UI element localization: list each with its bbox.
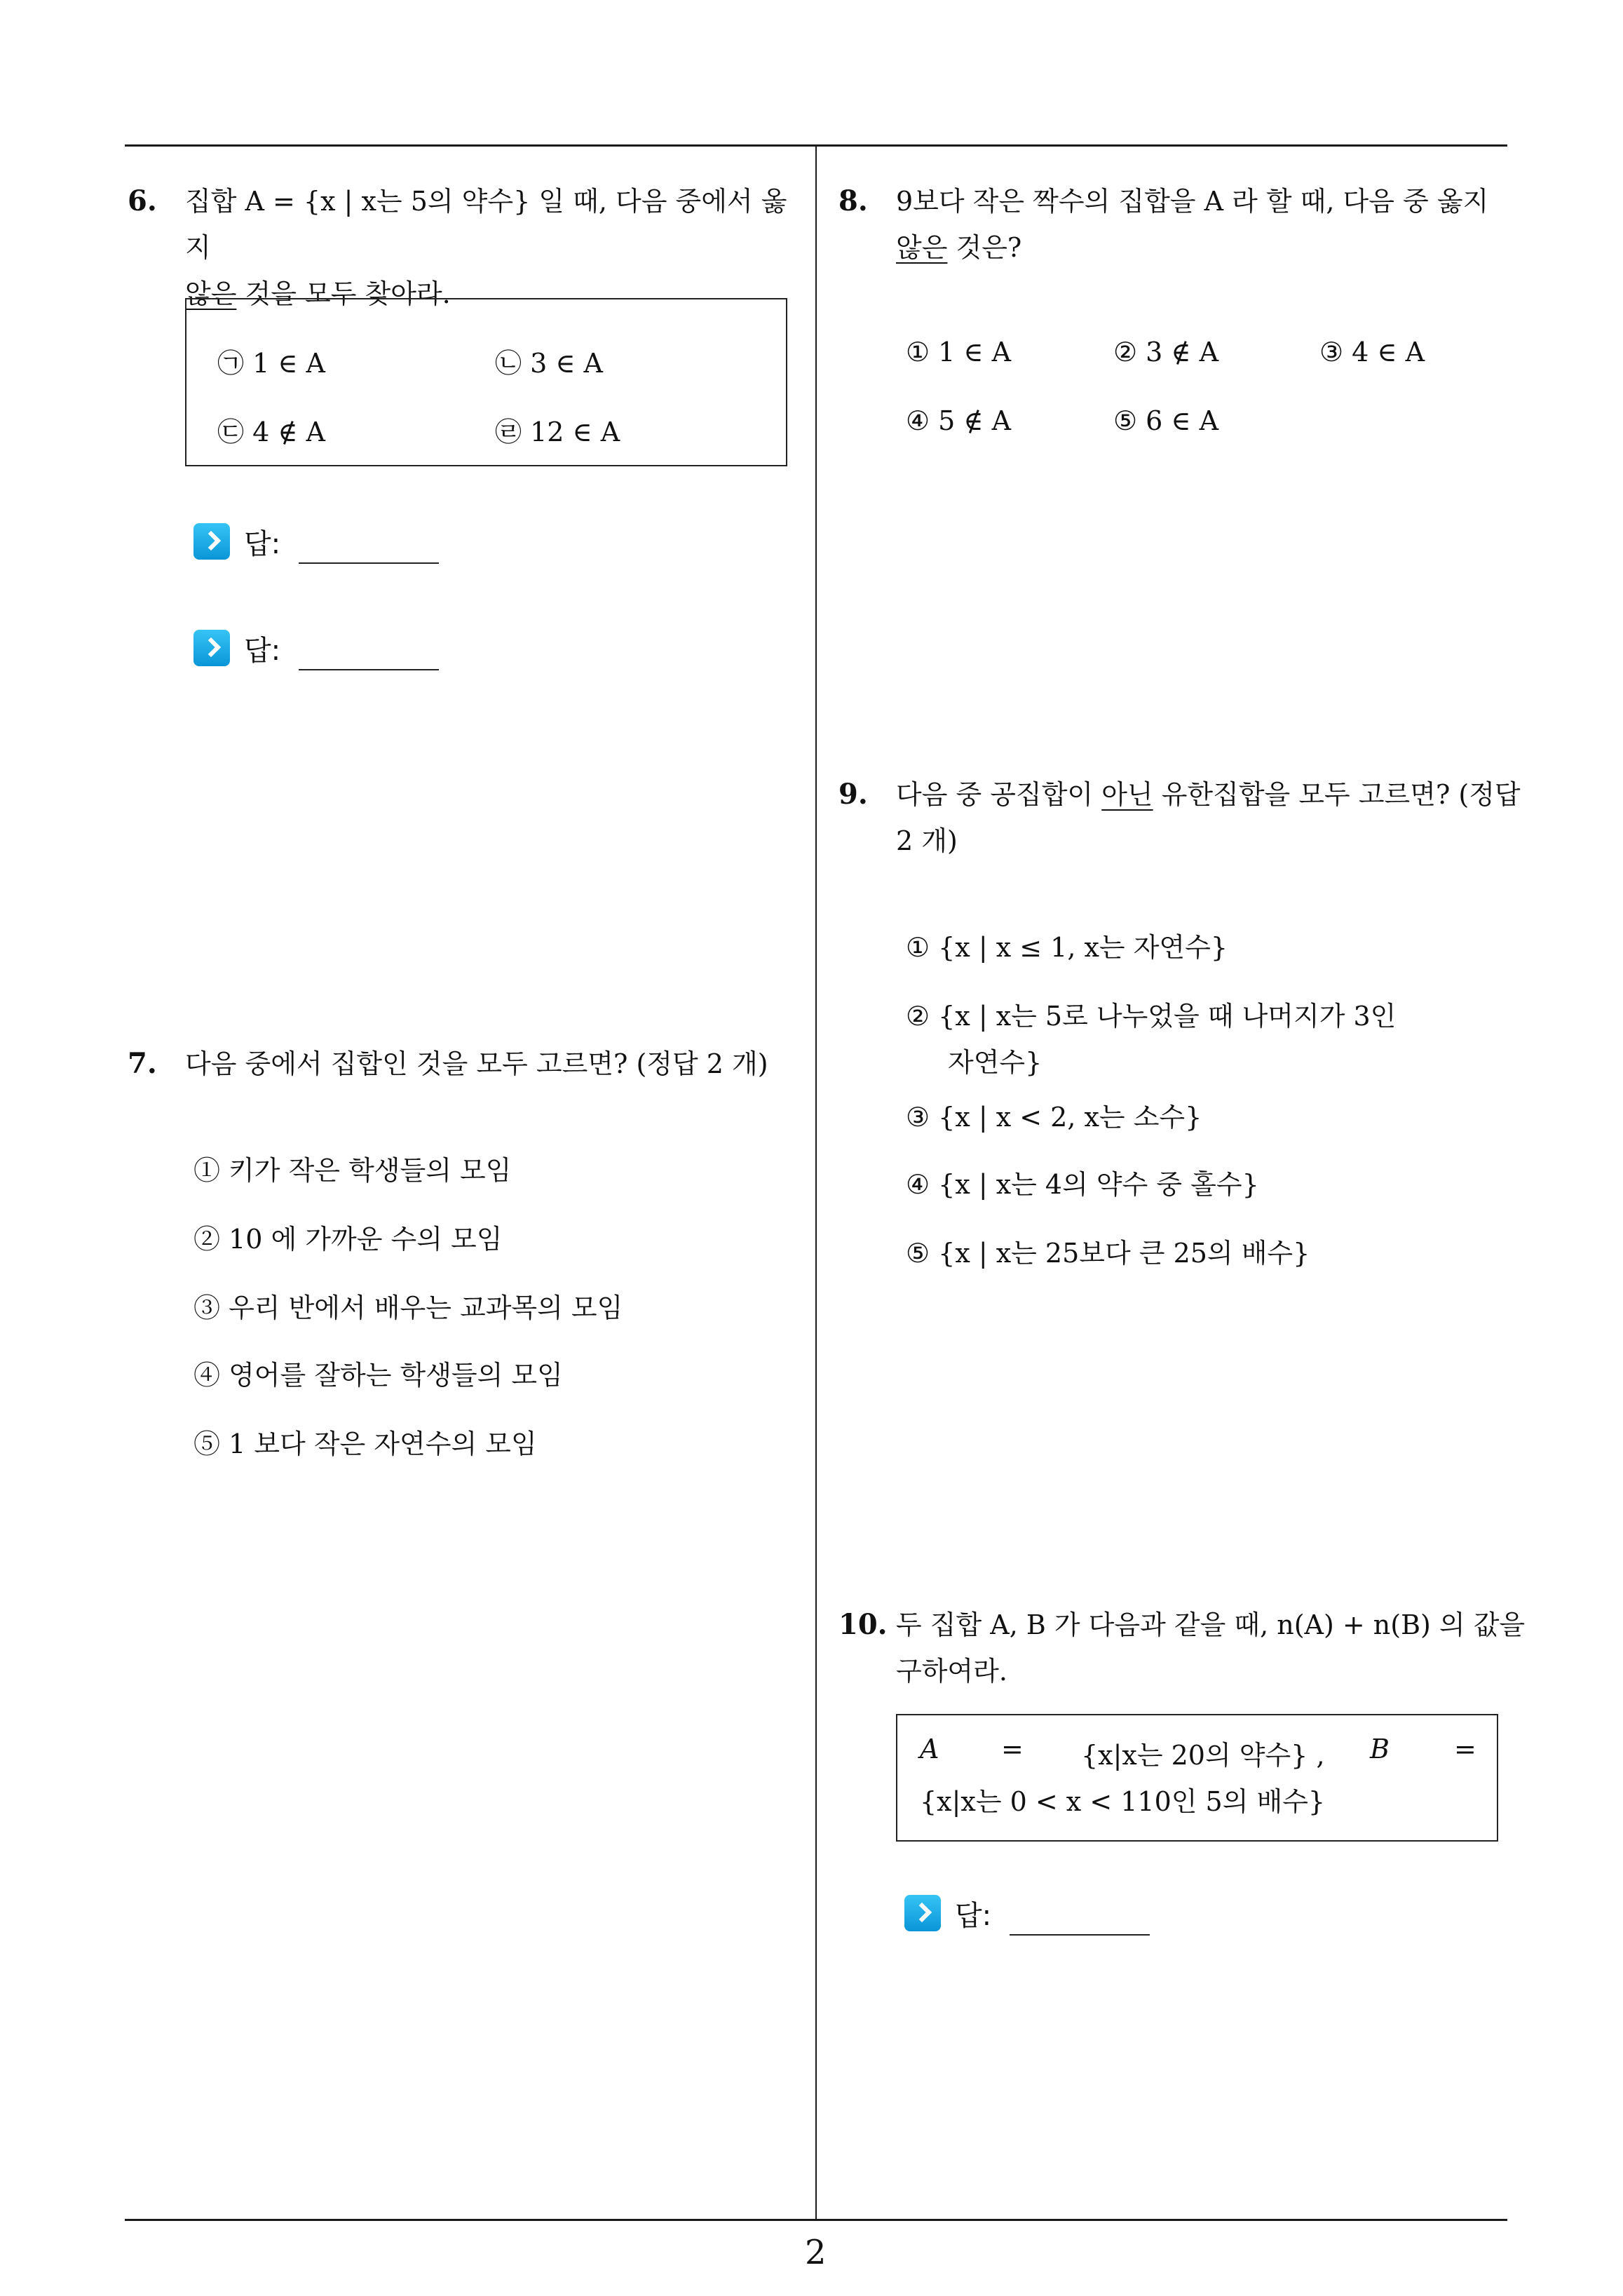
underlined-word: 않은	[185, 278, 237, 309]
question-line: 집합 A = {x | x는 5의 약수} 일 때, 다음 중에서 옳지	[185, 186, 787, 263]
option: ② 10 에 가까운 수의 모임	[193, 1224, 503, 1255]
bottom-rule	[125, 2219, 1507, 2221]
option: ④ 영어를 잘하는 학생들의 모임	[193, 1360, 563, 1391]
option: ① {x | x ≤ 1, x는 자연수}	[906, 932, 1228, 963]
question-line: 않은 것을 모두 찾아라.	[185, 278, 451, 309]
set-a-definition: {x|x는 20의 약수} ,	[1081, 1740, 1325, 1771]
question-8	[838, 178, 1526, 271]
question-number: 7.	[128, 1047, 157, 1080]
option: ④ {x | x는 4의 약수 중 홀수}	[906, 1169, 1259, 1200]
option: 자연수}	[948, 1047, 1043, 1078]
question-6	[128, 178, 808, 317]
question-10	[838, 1602, 1526, 1694]
answer-field[interactable]	[904, 1891, 1157, 1933]
question-text	[896, 178, 1526, 271]
question-9	[838, 771, 1526, 864]
question-line: 다음 중 공집합이 아닌 유한집합을 모두 고르면? (정답	[896, 779, 1521, 810]
option: ③ {x | x < 2, x는 소수}	[906, 1102, 1202, 1133]
question-text: 다음 중에서 집합인 것을 모두 고르면? (정답 2 개)	[185, 1048, 768, 1079]
question-7	[128, 1041, 808, 1087]
equals-sign: =	[1001, 1734, 1024, 1764]
underlined-word: 않은	[896, 232, 948, 263]
question-number: 9.	[838, 778, 868, 811]
answer-label: 답:	[244, 528, 281, 560]
option: ② 3 ∉ A	[1113, 337, 1219, 367]
option: ④ 5 ∉ A	[906, 405, 1012, 436]
answer-label: 답:	[244, 635, 281, 667]
option: ㉣ 12 ∈ A	[495, 417, 620, 447]
option: ⑤ 6 ∈ A	[1113, 405, 1219, 436]
chevron-right-icon	[193, 523, 230, 560]
option: ㉠ 1 ∈ A	[217, 348, 325, 379]
option: ⑤ {x | x는 25보다 큰 25의 배수}	[906, 1238, 1310, 1269]
column-divider	[815, 144, 817, 2220]
sets-box	[896, 1714, 1498, 1842]
answer-blank[interactable]	[299, 669, 439, 670]
options-box	[185, 298, 787, 466]
equals-sign: =	[1454, 1734, 1476, 1764]
question-line: 않은 것은?	[896, 232, 1022, 263]
option: ① 키가 작은 학생들의 모임	[193, 1155, 512, 1186]
underlined-word: 아닌	[1101, 779, 1153, 810]
set-b-label: B	[1370, 1734, 1390, 1764]
set-a-label: A	[920, 1734, 939, 1764]
question-text	[185, 178, 808, 317]
chevron-right-icon	[193, 630, 230, 666]
answer-field[interactable]	[193, 519, 446, 561]
question-line: 2 개)	[896, 825, 958, 856]
chevron-right-icon	[904, 1895, 941, 1931]
answer-blank[interactable]	[1010, 1934, 1150, 1936]
question-text	[896, 771, 1526, 864]
question-text	[896, 1602, 1526, 1694]
option: ③ 4 ∈ A	[1319, 337, 1425, 367]
question-line: 두 집합 A, B 가 다음과 같을 때, n(A) + n(B) 의 값을	[896, 1609, 1526, 1640]
option: ㉢ 4 ∉ A	[217, 417, 325, 447]
question-number: 10.	[838, 1608, 888, 1641]
set-b-definition: {x|x는 0 < x < 110인 5의 배수}	[920, 1786, 1326, 1817]
question-line: 9보다 작은 짝수의 집합을 A 라 할 때, 다음 중 옳지	[896, 186, 1489, 217]
option: ③ 우리 반에서 배우는 교과목의 모임	[193, 1292, 623, 1323]
answer-blank[interactable]	[299, 562, 439, 564]
page-number: 2	[805, 2233, 827, 2272]
option: ② {x | x는 5로 나누었을 때 나머지가 3인	[906, 1001, 1397, 1032]
question-line: 구하여라.	[896, 1656, 1007, 1687]
answer-label: 답:	[955, 1900, 992, 1932]
question-number: 6.	[128, 184, 157, 217]
answer-field[interactable]	[193, 626, 446, 668]
option: ① 1 ∈ A	[906, 337, 1012, 367]
option: ㉡ 3 ∈ A	[495, 348, 603, 379]
option: ⑤ 1 보다 작은 자연수의 모임	[193, 1429, 537, 1459]
question-number: 8.	[838, 184, 868, 217]
